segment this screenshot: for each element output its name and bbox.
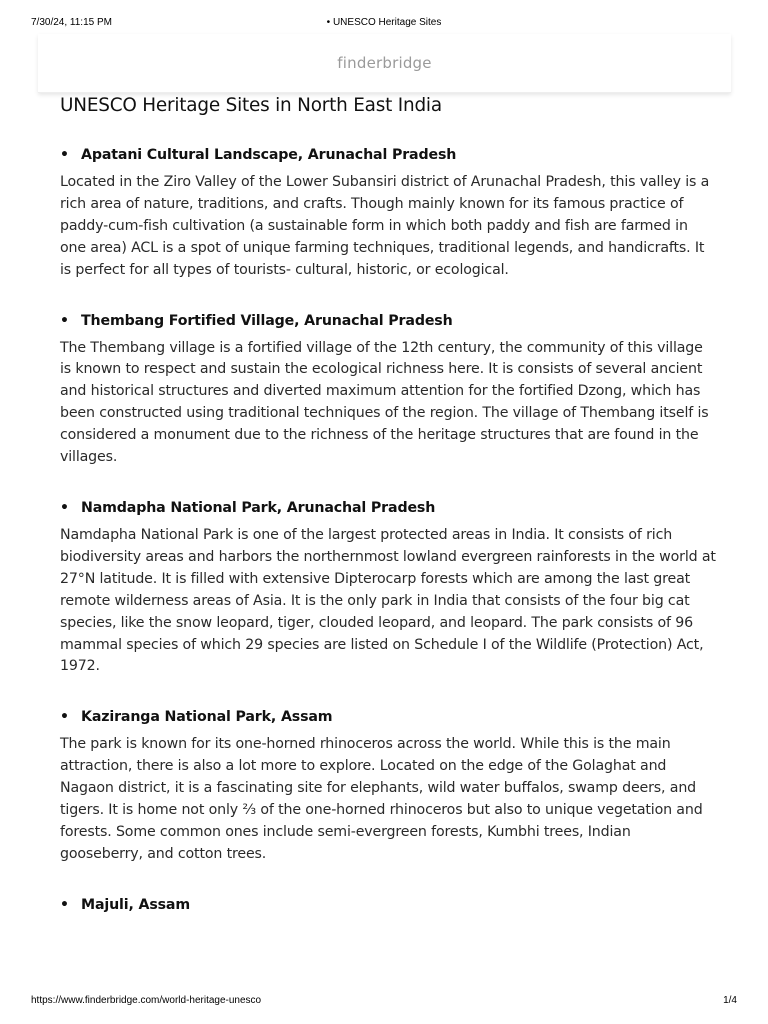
section-title	[60, 894, 716, 916]
section-title-text: Apatani Cultural Landscape, Arunachal Pradesh	[81, 147, 457, 163]
section-paragraph: The Thembang village is a fortified village of the 12th century, the community of this village is known to respect and sustain the ecological richness here. It is consists of several ancient and historical structures and diverted maximum attention for the fortified Dzong, which has been constructed using traditional techniques of the region. The village of Thembang itself is considered a monument due to the richness of the heritage structures that are found in the villages.	[60, 339, 709, 466]
bullet-marker: •	[60, 147, 69, 163]
section-paragraph: Located in the Ziro Valley of the Lower Subansiri district of Arunachal Pradesh, this valley is a rich area of nature, traditions, and crafts. Though mainly known for its famous practice of paddy-cum-fish cultivation (a sustainable form in which both paddy and fish are farmed in one area) ACL is a spot of unique farming techniques, traditional legends, and handicrafts. It is perfect for all types of tourists- cultural, historic, or ecological.	[60, 174, 710, 278]
bullet-marker: •	[60, 709, 69, 726]
section-paragraph: The park is known for its one-horned rhinoceros across the world. While this is the main attraction, there is also a lot more to explore. Located on the edge of the Golaghat and Nagaon district, it is a fascinating site for elephants, wild water buffalos, swamp deers, and tigers. It is home not only ⅔ of the one-horned rhinoceros but also to unique vegetation and forests. Some common ones include semi-evergreen forests, Kumbhi trees, Indian gooseberry, and cotton trees.	[60, 736, 703, 862]
section-majuli	[60, 894, 716, 916]
brand-logo-link[interactable]: finderbridge	[337, 54, 432, 72]
bullet-marker: •	[60, 896, 69, 913]
site-header	[38, 34, 731, 93]
section-apatani	[60, 144, 716, 282]
section-title-text: Thembang Fortified Village, Arunachal Pradesh	[81, 312, 453, 329]
section-title-text: Majuli, Assam	[81, 896, 190, 913]
section-title	[60, 310, 716, 332]
print-footer	[0, 995, 768, 1009]
section-title-text: Namdapha National Park, Arunachal Pradesh	[81, 499, 436, 516]
section-title	[60, 497, 716, 519]
article	[60, 94, 716, 916]
section-thembang	[60, 310, 716, 469]
section-title-text: Kaziranga National Park, Assam	[81, 709, 333, 726]
bullet-marker: •	[60, 499, 69, 516]
section-paragraph: Namdapha National Park is one of the largest protected areas in India. It consists of rich biodiversity areas and harbors the northernmost lowland evergreen rainforests in the world at 27°N latitude. It is filled with extensive Dipterocarp forests which are among the last great remote wilderness areas of Asia. It is the only park in India that consists of the four big cat species, like the snow leopard, tiger, clouded leopard, and leopard. The park consists of 96 mammal species of which 29 species are listed on Schedule I of the Wildlife (Protection) Act, 1972.	[60, 526, 716, 675]
print-page-title: • UNESCO Heritage Sites	[326, 17, 442, 28]
section-title	[60, 144, 716, 166]
section-namdapha	[60, 497, 716, 678]
bullet-marker: •	[60, 312, 69, 329]
print-header	[0, 17, 768, 31]
page-title: UNESCO Heritage Sites in North East India	[60, 95, 442, 116]
print-url: https://www.finderbridge.com/world-heritage-unesco	[31, 995, 262, 1006]
section-title	[60, 706, 716, 728]
print-datetime: 7/30/24, 11:15 PM	[31, 17, 112, 28]
section-kaziranga	[60, 706, 716, 865]
print-page-number: 1/4	[723, 995, 737, 1006]
